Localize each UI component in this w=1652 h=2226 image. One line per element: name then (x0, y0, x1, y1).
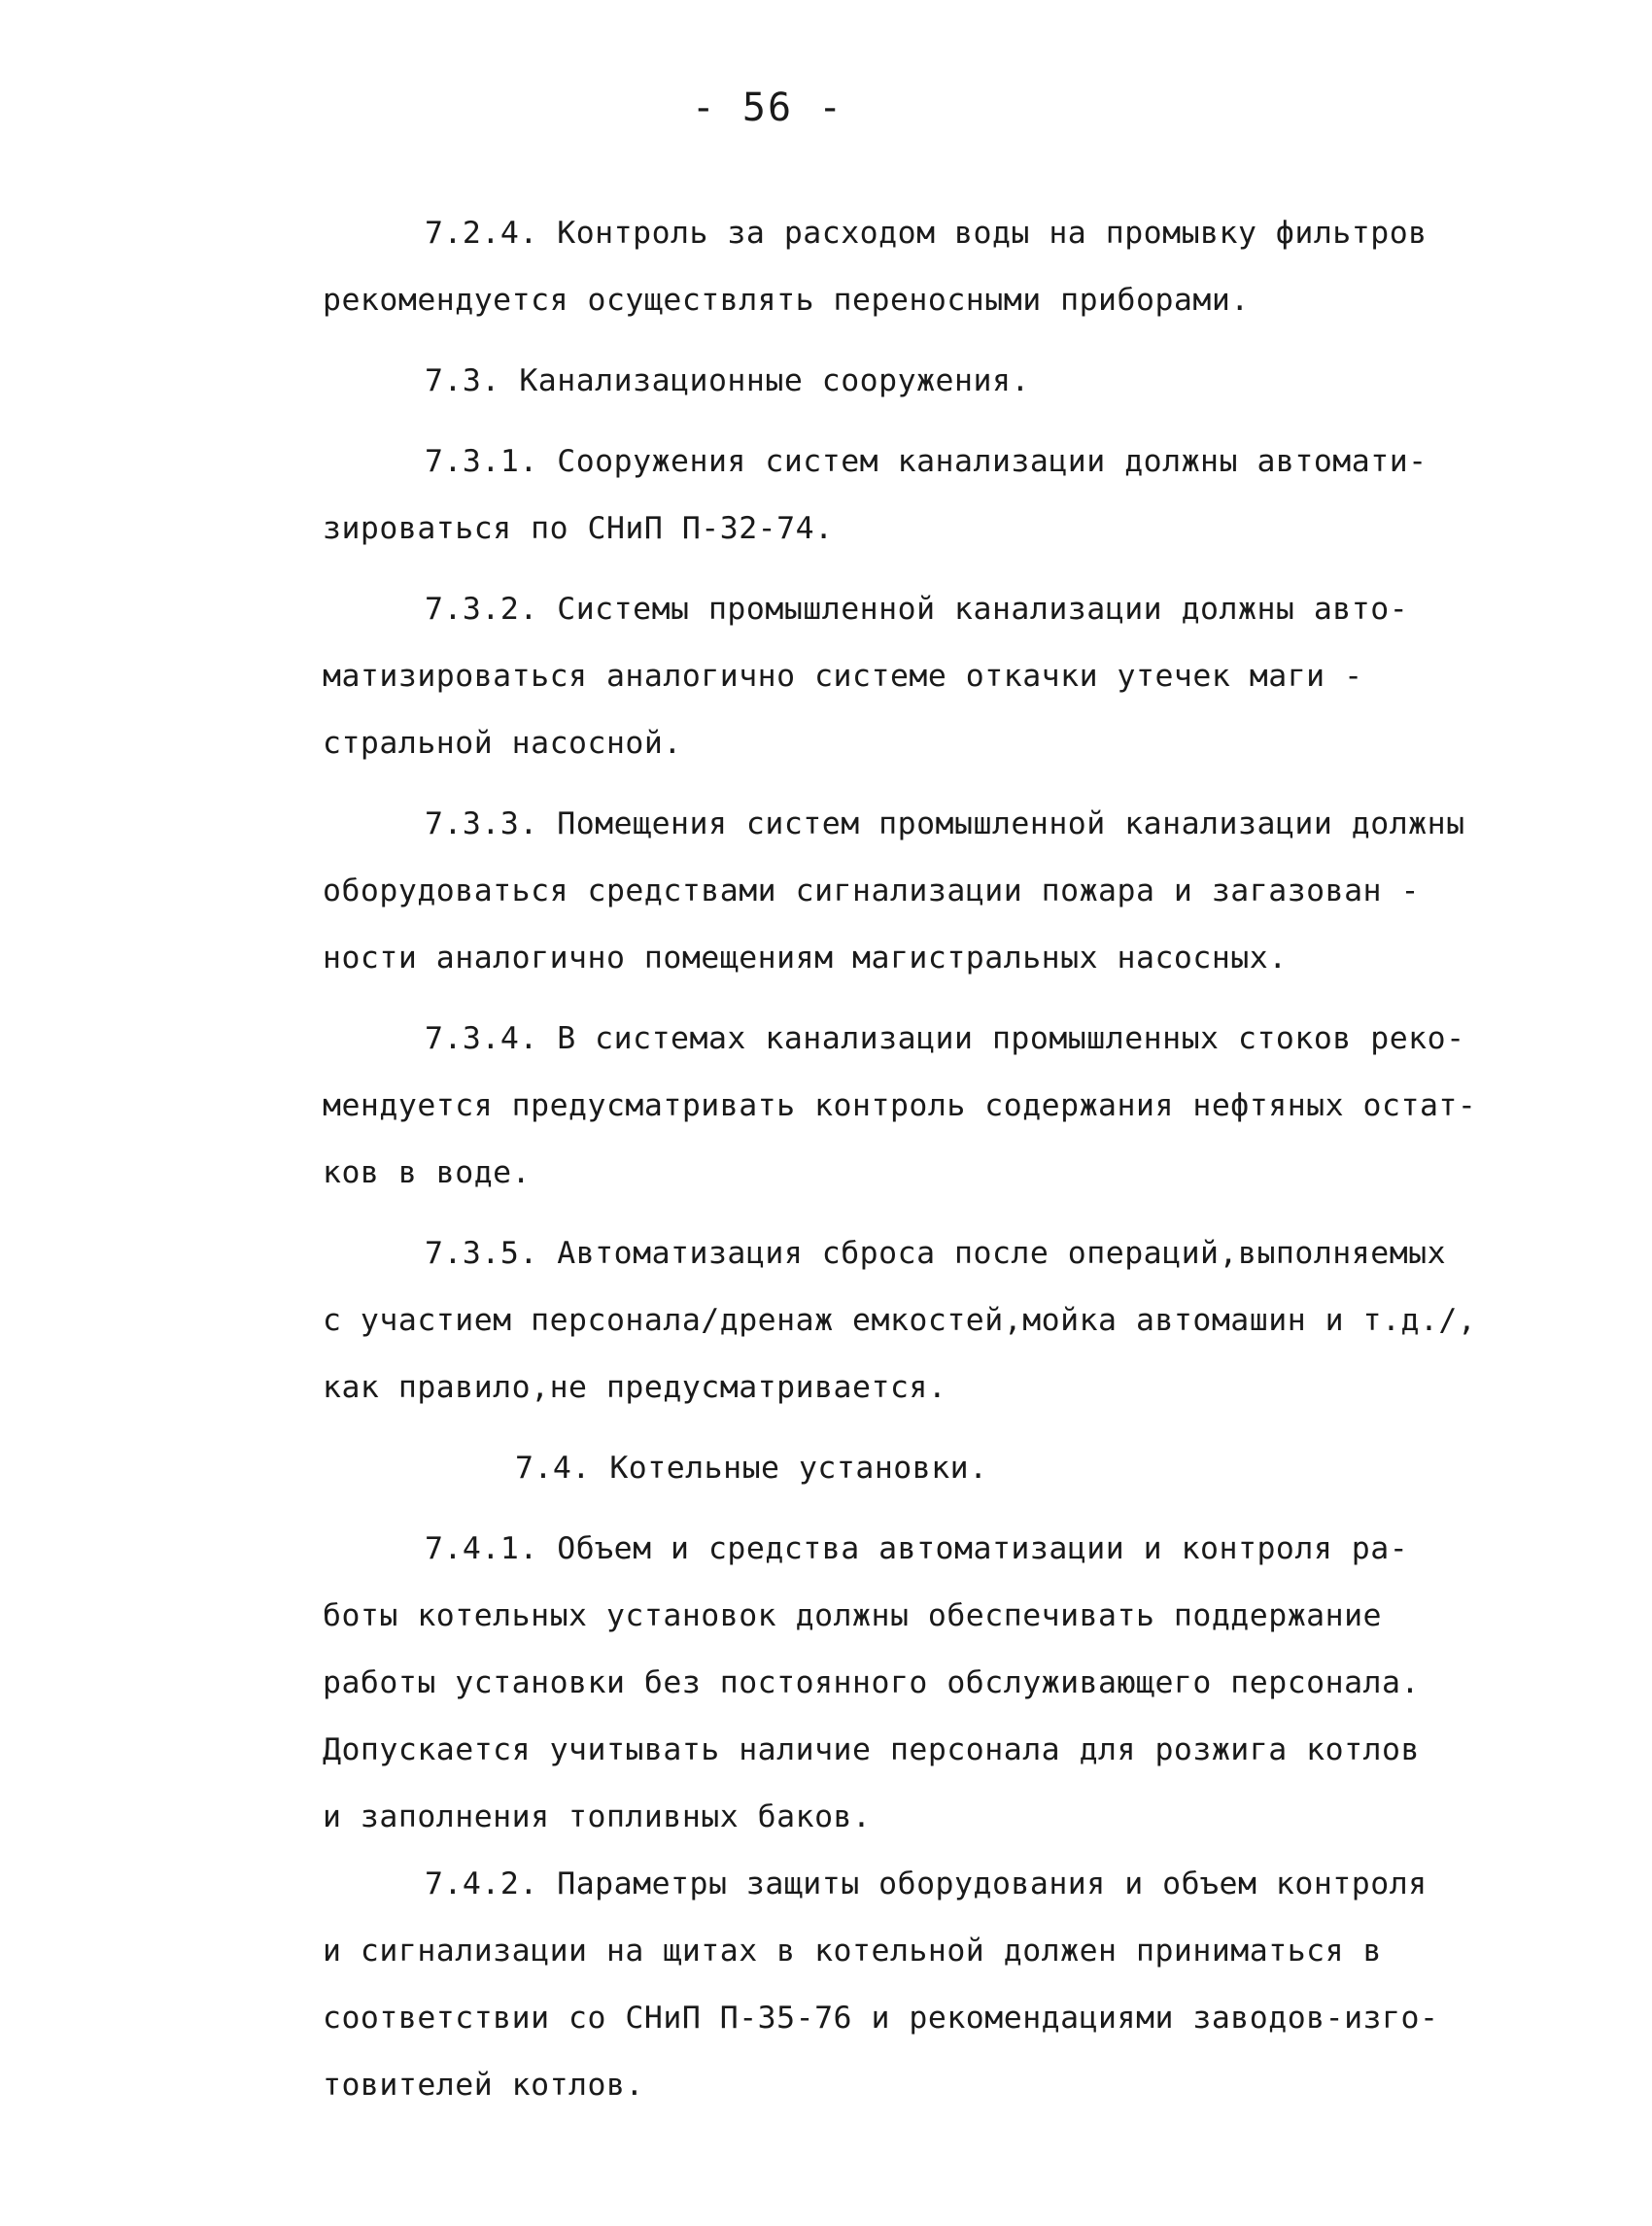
paragraph-line: ности аналогично помещениям магистральных насосных. (323, 941, 1288, 976)
paragraph-line: соответствии со СНиП П-35-76 и рекомендациями заводов-изго- (323, 2001, 1439, 2036)
paragraph-line: товителей котлов. (323, 2068, 644, 2103)
paragraph-line: ков в воде. (323, 1155, 532, 1190)
paragraph-line: и заполнения топливных баков. (323, 1799, 872, 1834)
paragraph-7-4-1 (323, 1516, 1528, 1851)
section-heading: 7.4. Котельные установки. (515, 1451, 988, 1486)
paragraph-line: 7.4.2. Параметры защиты оборудования и объем контроля (425, 1866, 1428, 1901)
paragraph-7-3-1 (323, 428, 1528, 563)
document-body (323, 200, 1528, 2119)
paragraph-line: работы установки без постоянного обслуживающего персонала. (323, 1665, 1420, 1700)
page-number: - 56 - (691, 86, 844, 130)
paragraph-line: рекомендуется осуществлять переносными приборами. (323, 283, 1250, 318)
paragraph-line: 7.3.1. Сооружения систем канализации должны автомати- (425, 444, 1428, 479)
paragraph-7-3-3 (323, 791, 1528, 992)
paragraph-line: 7.3.2. Системы промышленной канализации должны авто- (425, 592, 1409, 627)
paragraph-line: стральной насосной. (323, 726, 682, 761)
paragraph-7-4-2 (323, 1851, 1528, 2119)
paragraph-line: с участием персонала/дренаж емкостей,мойка автомашин и т.д./, (323, 1303, 1477, 1338)
paragraph-line: Допускается учитывать наличие персонала для розжига котлов (323, 1732, 1420, 1767)
paragraph-line: 7.3.3. Помещения систем промышленной канализации должны (425, 806, 1465, 841)
paragraph-7-3-2 (323, 576, 1528, 777)
paragraph-7-2-4 (323, 200, 1528, 334)
paragraph-line: как правило,не предусматривается. (323, 1370, 947, 1405)
paragraph-7-3-4 (323, 1006, 1528, 1207)
paragraph-line: боты котельных установок должны обеспечивать поддержание (323, 1598, 1383, 1633)
paragraph-line: 7.2.4. Контроль за расходом воды на промывку фильтров (425, 216, 1428, 251)
paragraph-line: мендуется предусматривать контроль содержания нефтяных остат- (323, 1088, 1477, 1123)
paragraph-line: зироваться по СНиП П-32-74. (323, 511, 834, 546)
paragraph-line: 7.4.1. Объем и средства автоматизации и контроля ра- (425, 1531, 1409, 1566)
paragraph-line: 7.3.4. В системах канализации промышленных стоков реко- (425, 1021, 1465, 1056)
paragraph-line: и сигнализации на щитах в котельной должен приниматься в (323, 1934, 1383, 1969)
paragraph-7-3-5 (323, 1220, 1528, 1421)
section-heading: 7.3. Канализационные сооружения. (425, 363, 1030, 398)
section-heading-7-4 (323, 1435, 1528, 1502)
section-heading-7-3 (323, 348, 1528, 415)
paragraph-line: матизироваться аналогично системе откачки утечек маги - (323, 659, 1363, 694)
paragraph-line: 7.3.5. Автоматизация сброса после операций,выполняемых (425, 1236, 1447, 1271)
paragraph-line: оборудоваться средствами сигнализации пожара и загазован - (323, 873, 1420, 908)
